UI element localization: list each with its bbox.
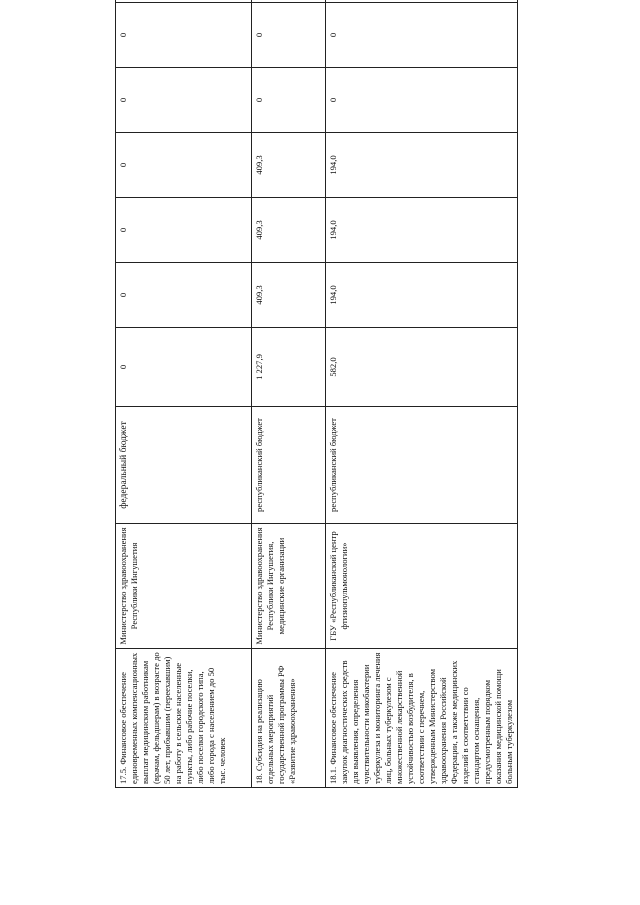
- table-row: [116, 0, 252, 788]
- row-source: федеральный бюджет: [116, 407, 252, 524]
- value-cell: [326, 0, 518, 3]
- rotated-table-wrapper: [115, 20, 514, 788]
- value-cell: 0: [116, 198, 252, 263]
- value-cell: [252, 0, 326, 3]
- value-cell: 409,3: [252, 133, 326, 198]
- row-executor: Министерство здравоохранения Республики Ингушетия: [116, 524, 252, 649]
- value-cell: [116, 0, 252, 3]
- table-row: [326, 0, 518, 788]
- program-funding-table: [115, 0, 518, 788]
- row-description: 17.5. Финансовое обеспечение единовременных компенсационных выплат медицинским работникам (врачам, фельдшерам) в возрасте до 50 лет, прибывшим (переехавшим) на работу в сельские населенные пункты, либо рабочие поселки, либо поселки городского типа, либо города с населением до 50 тыс. человек: [116, 649, 252, 788]
- value-cell: 0: [116, 133, 252, 198]
- value-cell: 0: [252, 3, 326, 68]
- value-cell: 0: [116, 68, 252, 133]
- row-source: республиканский бюджет: [252, 407, 326, 524]
- value-cell: 194,0: [326, 263, 518, 328]
- value-cell: 409,3: [252, 263, 326, 328]
- value-cell: 194,0: [326, 198, 518, 263]
- value-cell: 0: [252, 68, 326, 133]
- value-cell: 194,0: [326, 133, 518, 198]
- value-cell: 582,0: [326, 328, 518, 407]
- value-cell: 0: [116, 3, 252, 68]
- value-cell: 409,3: [252, 198, 326, 263]
- value-cell: 0: [326, 3, 518, 68]
- row-description: 18. Субсидия на реализацию отдельных мероприятий государственной программы РФ «Развитие здравоохранения»: [252, 649, 326, 788]
- row-executor: Министерство здравоохранения Республики Ингушетия, медицинские организации: [252, 524, 326, 649]
- row-executor: ГБУ «Республиканский центр фтизиопульмонологии»: [326, 524, 518, 649]
- value-cell: 0: [326, 68, 518, 133]
- table-row: [252, 0, 326, 788]
- row-description: 18.1. Финансовое обеспечение закупок диагностических средств для выявления, определения чувствительности микобактерии туберкулеза и мониторинга лечения лиц, больных туберкулезом с множественной лекарственной устойчивостью возбудителя, в соответствии с перечнем, утвержденным Министерством здравоохранения Российской Федерации, а также медицинских изделий в соответствии со стандартом оснащения, предусмотренным порядком оказания медицинской помощи больным туберкулезом: [326, 649, 518, 788]
- value-cell: 1 227,9: [252, 328, 326, 407]
- value-cell: 0: [116, 263, 252, 328]
- row-source: республиканский бюджет: [326, 407, 518, 524]
- value-cell: 0: [116, 328, 252, 407]
